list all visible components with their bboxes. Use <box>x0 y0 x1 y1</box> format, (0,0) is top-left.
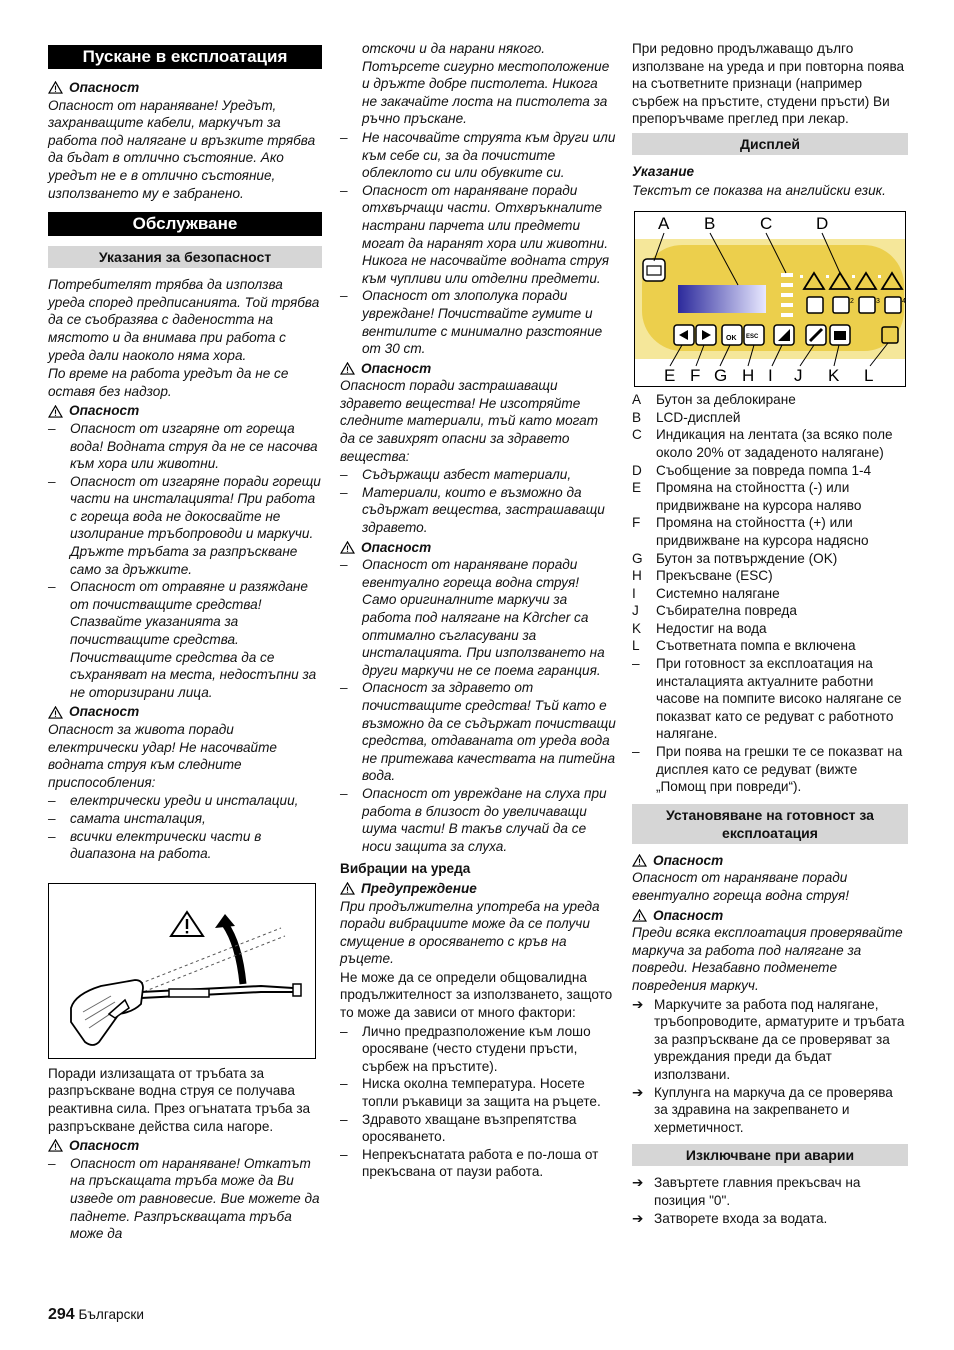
list-item: – Лично предразположение към лошо оросяване (често студени пръсти, сърбеж на пръстите). <box>340 1023 591 1074</box>
warning-text: При продължителна употреба на уреда поради вибрациите може да се получи смущение в оросяването с кръв на ръцете. <box>340 898 600 967</box>
warning-heading: Опасност <box>340 360 616 378</box>
column-right <box>632 40 908 1227</box>
warning-text: Преди всяка експлоатация проверявайте маркуча за работа под налягане за повреди. Незабавно подменете повредения маркуч. <box>632 925 903 993</box>
pump-number: 4 <box>902 298 906 306</box>
warning-text: Опасност поради застрашаващи здравето вещества! Не изсотряйте следните материали, тъй като могат да се завихрят опасни за здравето вещества: <box>340 378 599 464</box>
warning-triangle-icon <box>340 882 355 895</box>
step-item: ➔ Маркучите за работа под налягане, тръбопроводите, арматурите и тръбата за разпръскване да се проверяват за увреждания преди да бъдат използвани. <box>632 996 905 1082</box>
list-item: – Опасност от нараняване! Откатът на пръскащата тръба може да Ви изведе от равновесие. Вие можете да паднете. Разпръскващата тръба може да <box>48 1155 320 1242</box>
warning-list <box>340 129 616 358</box>
control-panel-drawing <box>634 211 906 387</box>
heading-display: Дисплей <box>632 133 908 155</box>
vibration-text: Не може да се определи общовалидна продължителност за използването, защото то може да зависи от много фактори: <box>340 969 613 1021</box>
step-item: ➔ Затворете входа за водата. <box>632 1210 828 1226</box>
list-item: – Опасност от отравяне и разяждане от почистващите средства! Спазвайте указанията за почистващите средства. Почистващите средства да се съхраняват на места, недостъпни за не оторизирани лица. <box>48 579 317 700</box>
column-left <box>48 40 322 1243</box>
pump-number: 3 <box>876 298 880 306</box>
warning-text: Опасност от нараняване! Уредът, захранващите кабели, маркучът за работа под налягане и връзките трябва да бъдат в отлично състояние. Ако уредът не е в отлично състояние, използването му е забранено. <box>48 97 316 201</box>
list-item: – Опасност от изгаряне от гореща вода! Водната струя да не се насочва към хора или животни. <box>48 420 318 472</box>
heading-vibration: Вибрации на уреда <box>340 861 471 877</box>
heading-startup: Пускане в експлоатация <box>48 45 322 69</box>
step-item: ➔ Куплунга на маркуча да се проверява за здравина на закрепването и херметичност. <box>632 1084 893 1135</box>
warning-heading: Опасност <box>48 703 322 721</box>
warning-triangle-icon <box>632 854 647 867</box>
medical-advice-text: При редовно продължаващо дълго използване на уреда и при повторна поява на съответните признаци (например сърбеж на пръстите, студени пръсти) Ви препоръчваме преглед при лекар. <box>632 41 905 127</box>
column-middle <box>340 40 616 1181</box>
note-label: Указание <box>632 163 695 179</box>
pump-on-indicator <box>882 327 898 343</box>
spray-gun-drawing <box>49 884 315 1058</box>
arrow-right-icon: ➔ <box>632 996 644 1012</box>
list-item: – всички електрически части в диапазона на работа. <box>48 828 262 862</box>
warning-triangle-icon <box>48 1139 63 1152</box>
warning-heading: Опасност <box>632 852 908 870</box>
callout-letter: I <box>768 366 773 386</box>
list-item: – Опасност от злополука поради увреждане! Почиствайте гумите и вентилите с минимално разстояние от 30 cm. <box>340 288 603 357</box>
arrow-right-icon: ➔ <box>632 1210 644 1226</box>
callout-letter: L <box>864 366 874 386</box>
callout-letter: D <box>816 214 829 234</box>
step-list <box>632 1174 908 1227</box>
callout-letter: A <box>658 214 670 234</box>
warning-triangle-icon <box>48 706 63 719</box>
list-item: – Не насочвайте струята към други или към себе си, за да почистите облеклото си или обувките си. <box>340 129 616 181</box>
legend-item: H Прекъсване (ESC) <box>632 568 773 584</box>
legend-item: – При поява на грешки те се показват на дисплея като се редуват (вижте „Помощ при повреди“). <box>632 744 903 795</box>
legend-item: G Бутон за потвърждение (OK) <box>632 550 838 566</box>
legend-item: A Бутон за деблокиране <box>632 392 796 408</box>
warning-triangle-icon <box>48 81 63 94</box>
warning-list <box>48 1155 322 1243</box>
legend-item: J Събирателна повреда <box>632 603 797 619</box>
callout-letter: G <box>714 366 728 386</box>
warning-list <box>48 420 322 702</box>
arrow-right-icon: ➔ <box>632 1175 644 1191</box>
spray-gun-illustration <box>48 883 316 1059</box>
warning-text: Опасност от нараняване поради евентуално гореща водна струя! <box>632 870 850 903</box>
step-list <box>632 996 908 1137</box>
page-number: 294 <box>48 1306 75 1323</box>
callout-letter: E <box>664 366 676 386</box>
list-item: – Опасност от нараняване поради евентуално гореща водна струя! Само оригиналните маркучи за работа под налягане на Kдrcher са оптимално съгласувани за инсталацията. При използването на други маркучи не се поема гаранция. <box>340 557 605 678</box>
list-item: – електрически уреди и инсталации, <box>48 793 299 809</box>
lcd-display <box>678 285 766 313</box>
heading-service: Обслужване <box>48 212 322 236</box>
callout-letter: H <box>742 366 755 386</box>
callout-letter: F <box>690 366 701 386</box>
callout-letter: B <box>704 214 716 234</box>
list-item: – Опасност от изгаряне поради горещи части на инсталацията! При работа с гореща вода не докосвайте не изолирание тръбопроводи и маркучи. Дръжте тръбата за разпръскване само за дръжките. <box>48 473 321 577</box>
page-footer <box>48 1306 144 1324</box>
warning-heading: Опасност <box>632 907 908 925</box>
heading-emergency: Изключване при аварии <box>632 1144 908 1166</box>
list-item: – Материали, които е възможно да съдържат вещества, застрашаващи здравето. <box>340 484 605 536</box>
warning-heading: Опасност <box>340 539 616 557</box>
warning-list <box>48 792 322 862</box>
legend-item: C Индикация на лентата (за всяко поле около 20% от зададеното налягане) <box>632 427 893 460</box>
panel-legend <box>632 391 908 796</box>
warning-triangle-icon <box>340 362 355 375</box>
safety-text: По време на работа уредът да не се оставя без надзор. <box>48 366 289 399</box>
callout-letter: C <box>760 214 773 234</box>
note-text: Текстът се показва на английски език. <box>632 182 886 198</box>
figure-caption: Поради излизащата от тръбата за разпръскване водна струя се получава реактивна сила. През огънатата тръба за разпръскване действа сила нагоре. <box>48 1065 311 1134</box>
list-item: – Опасност за здравето от почистващите средства! Тъй като е възможно да се съдържат почистващи средства, отдаваната от уреда вода не притежава качествата на питейна вода. <box>340 680 616 784</box>
warning-heading: Предупреждение <box>340 880 616 898</box>
list-item: – Съдържащи азбест материали, <box>340 467 572 483</box>
factor-list <box>340 1023 616 1181</box>
legend-item: K Недостиг на вода <box>632 620 767 636</box>
warning-triangle-icon <box>632 909 647 922</box>
list-item: – Опасност от нараняване поради отхвърчащи части. Отхвръкналите настрани парчета или предмети могат да наранят хора или животни. Никога не насочвайте водната струя към чупливи или отделни предмети. <box>340 182 610 286</box>
heading-safety: Указания за безопасност <box>48 246 322 268</box>
list-item: – Здравото хващане възпрепятства оросяването. <box>340 1111 577 1145</box>
control-panel-figure <box>634 211 904 387</box>
esc-label: ESC <box>746 334 759 341</box>
language-label: Български <box>78 1307 144 1322</box>
heading-readiness: Установяване на готовност за експлоатация <box>632 804 908 844</box>
arrow-right-icon: ➔ <box>632 1084 644 1100</box>
legend-item: – При готовност за експлоатация на инсталацията актуалните работни часове на помпите високо налягане се показват като се редуват с работното налягане. <box>632 656 902 742</box>
safety-text: Потребителят трябва да използва уреда според предписанията. Той трябва да се съобразява с дадеността на мястото и да внимава при работа с уреда дали наоколо няма хора. <box>48 277 320 363</box>
warning-heading: Опасност <box>48 1137 322 1155</box>
legend-item: L Съответната помпа е включена <box>632 638 856 654</box>
callout-letter: J <box>794 366 803 386</box>
legend-item: B LCD-дисплей <box>632 409 741 425</box>
ok-label: OK <box>726 335 737 343</box>
warning-triangle-icon <box>48 405 63 418</box>
legend-item: E Промяна на стойността (-) или придвижване на курсора наляво <box>632 480 862 513</box>
warning-heading: Опасност <box>48 79 322 97</box>
step-item: ➔ Завъртете главния прекъсвач на позиция "0". <box>632 1175 861 1208</box>
list-item: – самата инсталация, <box>48 810 206 826</box>
warning-list <box>340 466 616 536</box>
list-item: – Опасност от увреждане на слуха при работа в близост до увеличаващи шума части! В такъв случай да се носи защита за слуха. <box>340 785 607 854</box>
warning-list <box>340 556 616 855</box>
warning-heading: Опасност <box>48 402 322 420</box>
continued-text: отскочи и да нарани някого. Потърсете сигурно местоположение и дръжте добре пистолета. Никога не закачайте лоста на пистолета за ръчно пръскане. <box>362 41 610 127</box>
callout-letter: K <box>828 366 840 386</box>
legend-item: I Системно налягане <box>632 585 780 601</box>
list-item: – Ниска околна температура. Носете топли ръкавици за защита на ръцете. <box>340 1076 601 1110</box>
pump-number: 2 <box>850 298 854 306</box>
legend-item: F Промяна на стойността (+) или придвижване на курсора надясно <box>632 515 869 548</box>
warning-triangle-icon <box>340 541 355 554</box>
warning-text: Опасност за живота поради електрически удар! Не насочвайте водната струя към следните приспособления: <box>48 722 277 790</box>
list-item: – Непрекъснатата работа е по-лоша от прекъсвана от паузи работа. <box>340 1146 599 1180</box>
legend-item: D Съобщение за повреда помпа 1-4 <box>632 462 872 478</box>
